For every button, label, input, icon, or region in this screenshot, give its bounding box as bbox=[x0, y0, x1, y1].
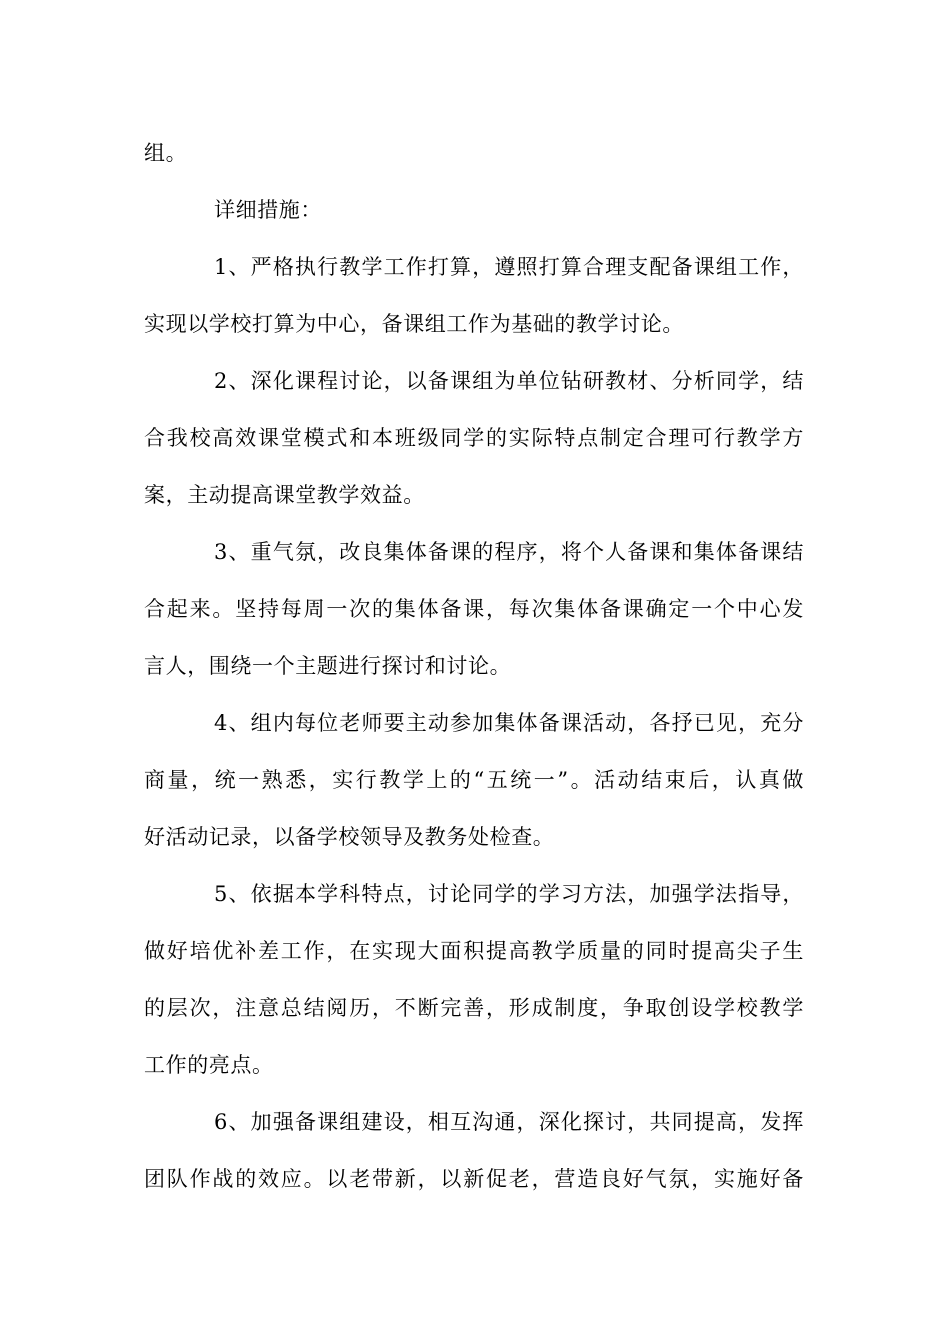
item-3-line-3: 言人，围绕一个主题进行探讨和讨论。 bbox=[144, 654, 512, 678]
item-2-line-1: 2、深化课程讨论，以备课组为单位钻研教材、分析同学，结 bbox=[214, 369, 804, 393]
item-5-line-1: 5、依据本学科特点，讨论同学的学习方法，加强学法指导， bbox=[214, 882, 804, 906]
item-5-line-2: 做好培优补差工作，在实现大面积提高教学质量的同时提高尖子生 bbox=[144, 939, 804, 963]
section-heading: 详细措施： bbox=[214, 198, 322, 222]
item-4-line-3: 好活动记录，以备学校领导及教务处检查。 bbox=[144, 825, 555, 849]
item-2-line-2: 合我校高效课堂模式和本班级同学的实际特点制定合理可行教学方 bbox=[144, 426, 804, 450]
item-5-line-3: 的层次，注意总结阅历，不断完善，形成制度，争取创设学校教学 bbox=[144, 996, 804, 1020]
item-5-line-4: 工作的亮点。 bbox=[144, 1053, 274, 1077]
item-3-line-1: 3、重气氛，改良集体备课的程序，将个人备课和集体备课结 bbox=[214, 540, 804, 564]
item-6-line-1: 6、加强备课组建设，相互沟通，深化探讨，共同提高，发挥 bbox=[214, 1110, 804, 1134]
item-3-line-2: 合起来。坚持每周一次的集体备课，每次集体备课确定一个中心发 bbox=[144, 597, 804, 621]
item-4-line-2: 商量，统一熟悉，实行教学上的“五统一”。活动结束后，认真做 bbox=[144, 768, 804, 792]
item-6-line-2: 团队作战的效应。以老带新，以新促老，营造良好气氛，实施好备 bbox=[144, 1167, 804, 1191]
item-1-line-1: 1、严格执行教学工作打算，遵照打算合理支配备课组工作， bbox=[214, 255, 804, 279]
text-line-1: 组。 bbox=[144, 141, 188, 165]
item-2-line-3: 案，主动提高课堂教学效益。 bbox=[144, 483, 425, 507]
item-1-line-2: 实现以学校打算为中心，备课组工作为基础的教学讨论。 bbox=[144, 312, 684, 336]
item-4-line-1: 4、组内每位老师要主动参加集体备课活动，各抒已见，充分 bbox=[214, 711, 804, 735]
